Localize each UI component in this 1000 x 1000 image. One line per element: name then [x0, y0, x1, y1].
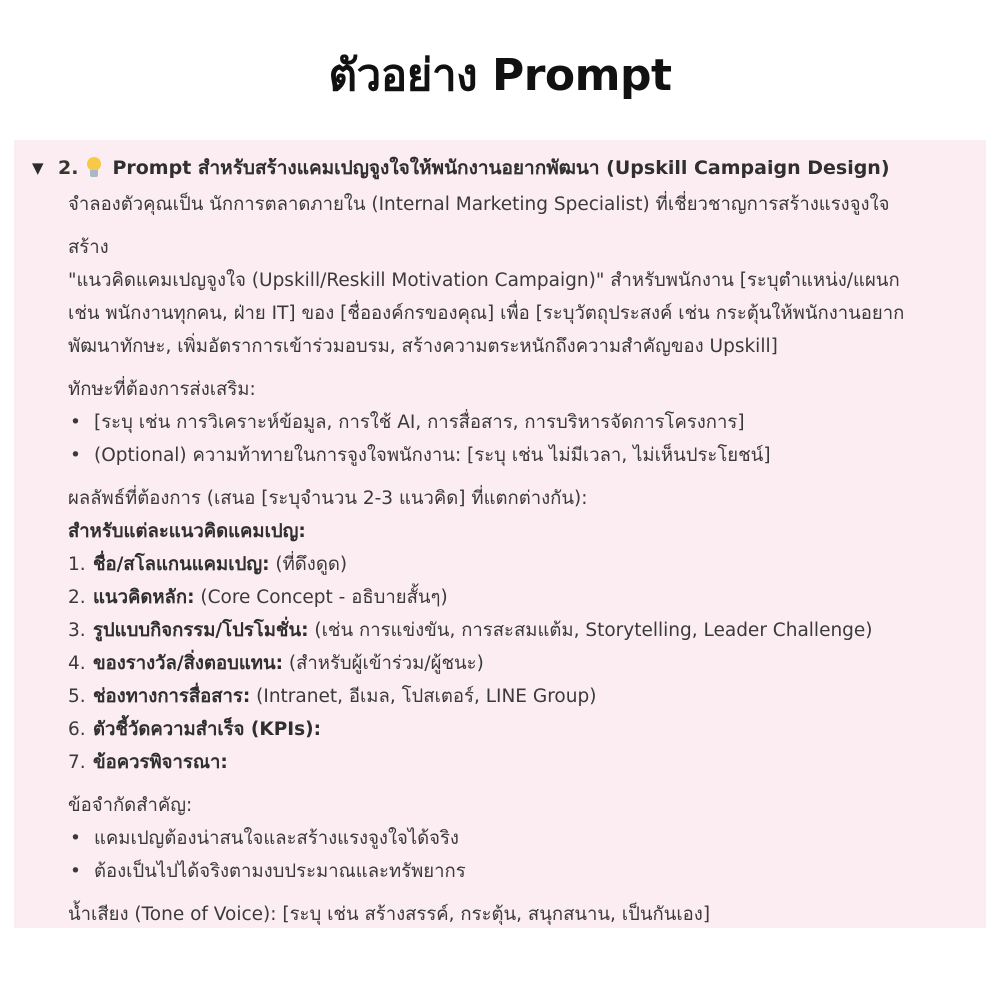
- output-heading: ผลลัพธ์ที่ต้องการ (เสนอ [ระบุจำนวน 2-3 แนวคิด] ที่แตกต่างกัน):: [68, 488, 588, 509]
- skills-list: [68, 406, 976, 472]
- list-item: • (Optional) ความท้าทายในการจูงใจพนักงาน: [ระบุ เช่น ไม่มีเวลา, ไม่เห็นประโยชน์]: [68, 439, 976, 472]
- prompt-toggle-block: [14, 140, 986, 928]
- list-item: 1. ชื่อ/สโลแกนแคมเปญ: (ที่ดึงดูด): [68, 554, 348, 575]
- list-item: 5. ช่องทางการสื่อสาร: (Intranet, อีเมล, โปสเตอร์, LINE Group): [68, 686, 597, 707]
- list-item: 2. แนวคิดหลัก: (Core Concept - อธิบายสั้นๆ): [68, 587, 448, 608]
- list-item: 3. รูปแบบกิจกรรม/โปรโมชั่น: (เช่น การแข่งขัน, การสะสมแต้ม, Storytelling, Leader Challenge): [68, 620, 873, 641]
- toggle-header[interactable]: [24, 148, 976, 188]
- toggle-number: 2.: [58, 157, 79, 179]
- page-title: ตัวอย่าง Prompt: [328, 50, 672, 101]
- list-item: 7. ข้อควรพิจารณา:: [68, 752, 228, 773]
- per-concept-heading: สำหรับแต่ละแนวคิดแคมเปญ:: [68, 521, 306, 542]
- list-item: • ต้องเป็นไปได้จริงตามงบประมาณและทรัพยากร: [68, 855, 976, 888]
- toggle-content: [24, 188, 976, 931]
- skills-heading: ทักษะที่ต้องการส่งเสริม:: [68, 379, 256, 400]
- light-bulb-icon: [86, 157, 102, 179]
- toggle-title: Prompt สำหรับสร้างแคมเปญจูงใจให้พนักงานอยากพัฒนา (Upskill Campaign Design): [112, 157, 890, 179]
- create-label: สร้าง: [68, 237, 109, 258]
- constraints-heading: ข้อจำกัดสำคัญ:: [68, 795, 193, 816]
- list-item: 6. ตัวชี้วัดความสำเร็จ (KPIs):: [68, 719, 322, 740]
- output-items-list: [68, 548, 976, 779]
- task-line: เช่น พนักงานทุกคน, ฝ่าย IT] ของ [ชื่อองค์กรของคุณ] เพื่อ [ระบุวัตถุประสงค์ เช่น กระตุ้นให้พนักงานอยาก: [68, 303, 905, 324]
- constraints-list: [68, 822, 976, 888]
- triangle-down-icon[interactable]: ▼: [32, 159, 44, 177]
- list-item: 4. ของรางวัล/สิ่งตอบแทน: (สำหรับผู้เข้าร่วม/ผู้ชนะ): [68, 653, 484, 674]
- role-text: จำลองตัวคุณเป็น นักการตลาดภายใน (Internal Marketing Specialist) ที่เชี่ยวชาญการสร้างแรงจูงใจ: [68, 194, 890, 215]
- task-line: "แนวคิดแคมเปญจูงใจ (Upskill/Reskill Motivation Campaign)" สำหรับพนักงาน [ระบุตำแหน่ง/แผนก: [68, 270, 900, 291]
- list-item: • แคมเปญต้องน่าสนใจและสร้างแรงจูงใจได้จริง: [68, 822, 976, 855]
- list-item: • [ระบุ เช่น การวิเคราะห์ข้อมูล, การใช้ AI, การสื่อสาร, การบริหารจัดการโครงการ]: [68, 406, 976, 439]
- task-line: พัฒนาทักษะ, เพิ่มอัตราการเข้าร่วมอบรม, สร้างความตระหนักถึงความสำคัญของ Upskill]: [68, 336, 778, 357]
- tone-text: น้ำเสียง (Tone of Voice): [ระบุ เช่น สร้างสรรค์, กระตุ้น, สนุกสนาน, เป็นกันเอง]: [68, 904, 711, 925]
